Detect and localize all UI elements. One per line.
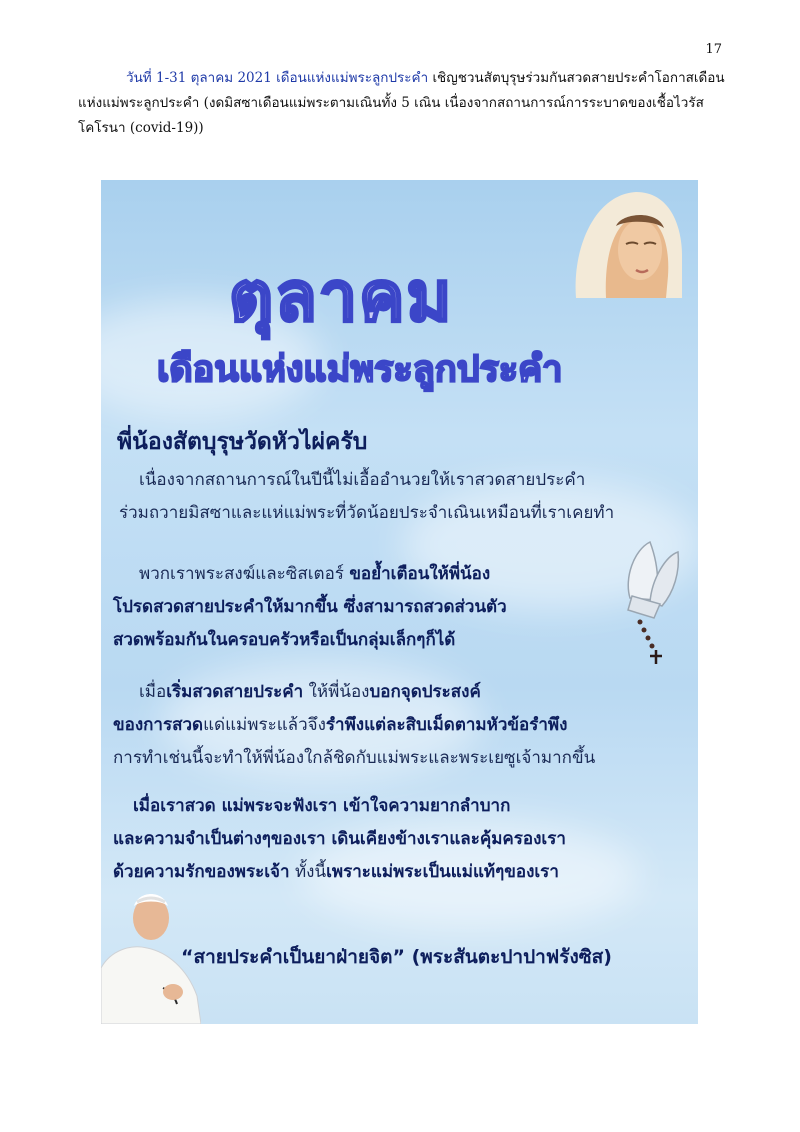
poster-image [101,180,698,1024]
praying-hands-rosary-icon [610,538,684,666]
poster-title: ตุลาคม [229,258,454,337]
intro-highlight: วันที่ 1-31 ตุลาคม 2021 เดือนแห่งแม่พระลูกประคำ [126,70,429,86]
paragraph-2: พวกเราพระสงฆ์และซิสเตอร์ ขอย้ำเตือนให้พี่น้อง โปรดสวดสายประคำให้มากขึ้น ซึ่งสามารถสวดส่วนตัว สวดพร้อมกันในครอบครัวหรือเป็นกลุ่มเล็กๆก็ได้ [113,564,507,650]
intro-line1: เชิญชวนสัตบุรุษร่วมกันสวดสายประคำโอกาสเดือน [428,70,725,86]
paragraph-4: เมื่อเราสวด แม่พระจะฟังเรา เข้าใจความยากลำบาก และความจำเป็นต่างๆของเรา เดินเคียงข้างเราและคุ้มครองเรา ด้วยความรักของพระเจ้า ทั้งนี้เพราะแม่พระเป็นแม่แท้ๆของเรา [113,796,566,882]
paragraph-1: เนื่องจากสถานการณ์ในปีนี้ไม่เอื้ออำนวยให้เราสวดสายประคำ ร่วมถวายมิสซาและแห่แม่พระที่วัดน้อยประจำเณินเหมือนที่เราเคยทำ [119,470,615,523]
intro-line3: โคโรนา (covid-19)) [78,120,204,136]
page-number: 17 [705,42,722,57]
intro-paragraph [78,66,726,141]
intro-line2: แห่งแม่พระลูกประคำ (งดมิสซาเดือนแม่พระตามเณินทั้ง 5 เณิน เนื่องจากสถานการณ์การระบาดของเชื้อไวรัส [78,95,704,111]
poster-subtitle: เดือนแห่งแม่พระลูกประคำ [157,349,563,390]
paragraph-3: เมื่อเริ่มสวดสายประคำ ให้พี่น้องบอกจุดประสงค์ ของการสวดแด่แม่พระแล้วจึงรำพึงแต่ละสิบเม็ดตามหัวข้อรำพึง การทำเช่นนี้จะทำให้พี่น้องใกล้ชิดกับแม่พระและพระเยซูเจ้ามากขึ้น [113,682,596,768]
poster-greeting: พี่น้องสัตบุรุษวัดหัวไผ่ครับ [117,429,368,455]
pope-quote: “สายประคำเป็นยาฝ่ายจิต” (พระสันตะปาปาฟรังซิส) [181,946,612,968]
virgin-mary-portrait-icon [566,186,684,298]
